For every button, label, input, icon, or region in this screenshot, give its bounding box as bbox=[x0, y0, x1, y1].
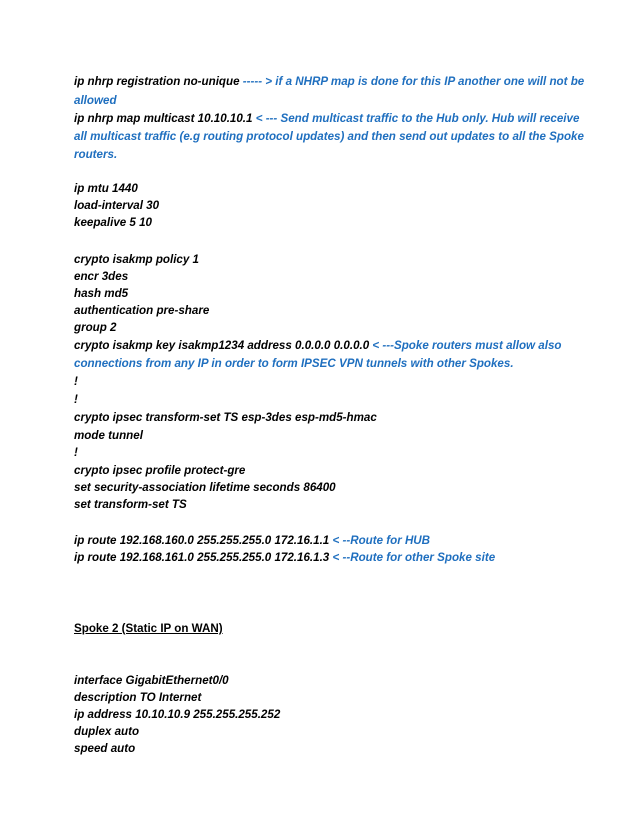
config-line: interface GigabitEthernet0/0 bbox=[74, 674, 229, 687]
config-line: ! bbox=[74, 446, 78, 459]
config-line: keepalive 5 10 bbox=[74, 216, 152, 229]
config-line: set transform-set TS bbox=[74, 498, 187, 511]
config-line: ip route 192.168.161.0 255.255.255.0 172.16.1.3 < --Route for other Spoke site bbox=[74, 551, 496, 564]
config-line: ! bbox=[74, 375, 78, 388]
config-line: hash md5 bbox=[74, 287, 129, 300]
config-line: routers. bbox=[74, 148, 118, 161]
section-heading: Spoke 2 (Static IP on WAN) bbox=[74, 622, 223, 635]
config-line: crypto isakmp policy 1 bbox=[74, 253, 200, 266]
config-line: all multicast traffic (e.g routing protocol updates) and then send out updates to all the Spoke bbox=[74, 130, 584, 143]
config-line: ! bbox=[74, 393, 78, 406]
config-line: ip nhrp registration no-unique ----- > if a NHRP map is done for this IP another one will not be bbox=[74, 75, 585, 88]
config-line: authentication pre-share bbox=[74, 304, 210, 317]
config-line: allowed bbox=[74, 94, 117, 107]
config-line: mode tunnel bbox=[74, 429, 143, 442]
config-line: set security-association lifetime seconds 86400 bbox=[74, 481, 336, 494]
config-line: crypto isakmp key isakmp1234 address 0.0.0.0 0.0.0.0 < ---Spoke routers must allow also bbox=[74, 339, 562, 352]
config-line: ip mtu 1440 bbox=[74, 182, 138, 195]
config-line: connections from any IP in order to form IPSEC VPN tunnels with other Spokes. bbox=[74, 357, 514, 370]
config-line: ip route 192.168.160.0 255.255.255.0 172.16.1.1 < --Route for HUB bbox=[74, 534, 431, 547]
config-line: description TO Internet bbox=[74, 691, 202, 704]
config-line: load-interval 30 bbox=[74, 199, 160, 212]
config-line: group 2 bbox=[74, 321, 117, 334]
config-line: ip address 10.10.10.9 255.255.255.252 bbox=[74, 708, 281, 721]
config-line: ip nhrp map multicast 10.10.10.1 < --- Send multicast traffic to the Hub only. Hub will receive bbox=[74, 112, 580, 125]
config-line: duplex auto bbox=[74, 725, 140, 738]
config-line: speed auto bbox=[74, 742, 136, 755]
config-line: crypto ipsec transform-set TS esp-3des esp-md5-hmac bbox=[74, 411, 377, 424]
config-line: encr 3des bbox=[74, 270, 129, 283]
config-line: crypto ipsec profile protect-gre bbox=[74, 464, 246, 477]
